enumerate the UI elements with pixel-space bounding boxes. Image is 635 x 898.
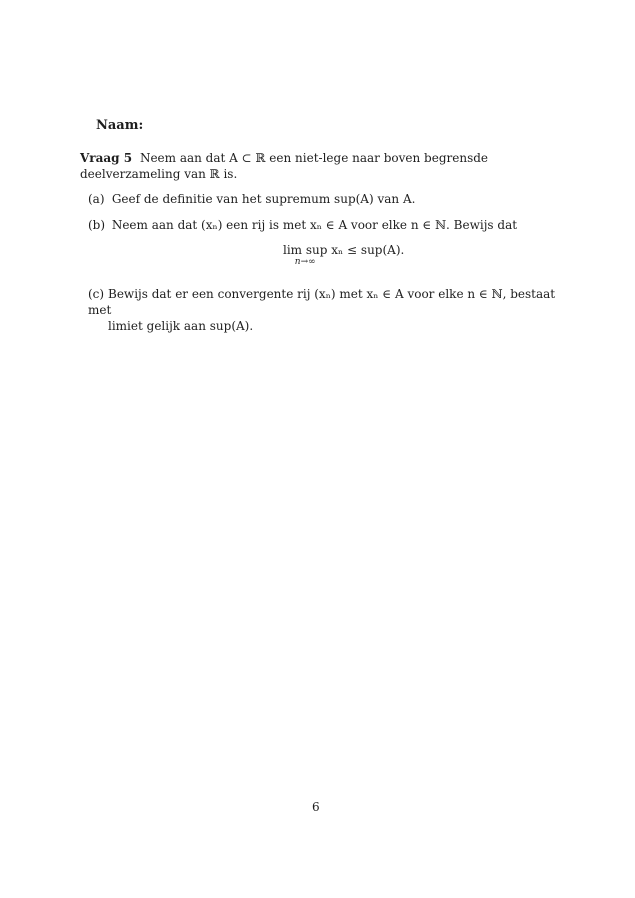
limsup-operator: [283, 243, 327, 267]
question-text: Neem aan dat A ⊂ ℝ een niet-lege naar boven begrensde deelverzameling van ℝ is.: [80, 151, 489, 181]
question-label: Vraag 5: [80, 151, 133, 165]
question-intro: [80, 150, 562, 182]
display-formula: [283, 243, 404, 267]
item-text: Geef de definitie van het supremum sup(A) van A.: [111, 192, 416, 206]
item-b: [88, 217, 562, 233]
item-text-line1: Bewijs dat er een convergente rij (xₙ) met xₙ ∈ A voor elke n ∈ ℕ, bestaat met: [88, 287, 556, 317]
item-text: Neem aan dat (xₙ) een rij is met xₙ ∈ A voor elke n ∈ ℕ. Bewijs dat: [111, 218, 518, 232]
item-c: [88, 286, 562, 334]
page-number: 6: [312, 800, 320, 814]
item-a: [88, 191, 562, 207]
limsup-subscript: n→∞: [294, 257, 316, 267]
item-label: (c): [88, 287, 105, 301]
formula-rest: xₙ ≤ sup(A).: [331, 243, 405, 257]
limsup-text: lim sup: [283, 243, 328, 257]
item-text-line2: limiet gelijk aan sup(A).: [108, 319, 254, 333]
item-label: (a): [88, 192, 105, 206]
name-label: Naam:: [96, 118, 144, 133]
item-label: (b): [88, 218, 106, 232]
